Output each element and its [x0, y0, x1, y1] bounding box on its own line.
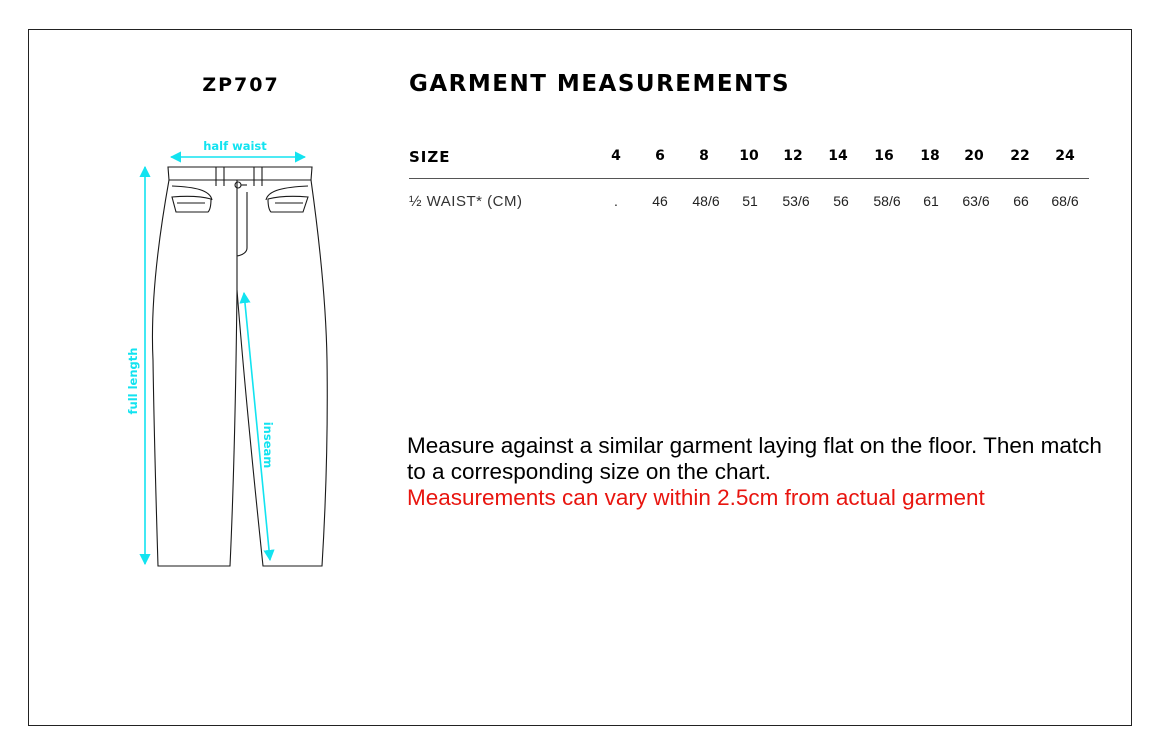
note-warning: Measurements can vary within 2.5cm from actual garment	[407, 485, 985, 510]
size-header-row	[409, 145, 1089, 179]
table-cell: 61	[923, 193, 939, 209]
table-cell: 51	[742, 193, 758, 209]
size-header-cell: 12	[783, 148, 803, 164]
size-header-label: SIZE	[409, 148, 451, 166]
size-header-cell: 8	[699, 148, 709, 164]
table-cell: .	[614, 193, 618, 209]
page-title: GARMENT MEASUREMENTS	[409, 71, 791, 97]
size-header-cell: 24	[1055, 148, 1075, 164]
table-cell: 63/6	[962, 193, 990, 209]
size-header-cell: 22	[1010, 148, 1030, 164]
half-waist-label: half waist	[203, 139, 267, 153]
table-cell: 48/6	[692, 193, 720, 209]
measurement-lines	[145, 157, 305, 564]
size-header-cell: 10	[739, 148, 759, 164]
table-cell: 58/6	[873, 193, 901, 209]
size-header-cell: 20	[964, 148, 984, 164]
size-header-cell: 14	[828, 148, 848, 164]
product-code: ZP707	[202, 74, 280, 96]
table-cell: 68/6	[1051, 193, 1079, 209]
full-length-label: full length	[126, 347, 140, 415]
size-header-cell: 18	[920, 148, 940, 164]
size-header-cell: 16	[874, 148, 894, 164]
note-instructions: Measure against a similar garment laying flat on the floor. Then match to a corresponding size on the chart.	[407, 433, 1102, 484]
pants-outline	[152, 167, 327, 566]
pants-diagram	[110, 130, 340, 580]
table-cell: 53/6	[782, 193, 810, 209]
table-cell: 66	[1013, 193, 1029, 209]
size-header-cell: 6	[655, 148, 665, 164]
table-row	[409, 193, 1089, 217]
row-label: ½ WAIST* (CM)	[409, 193, 523, 210]
measurement-note	[407, 433, 1107, 511]
size-header-cell: 4	[611, 148, 621, 164]
table-cell: 46	[652, 193, 668, 209]
table-cell: 56	[833, 193, 849, 209]
inseam-label: inseam	[261, 421, 275, 469]
